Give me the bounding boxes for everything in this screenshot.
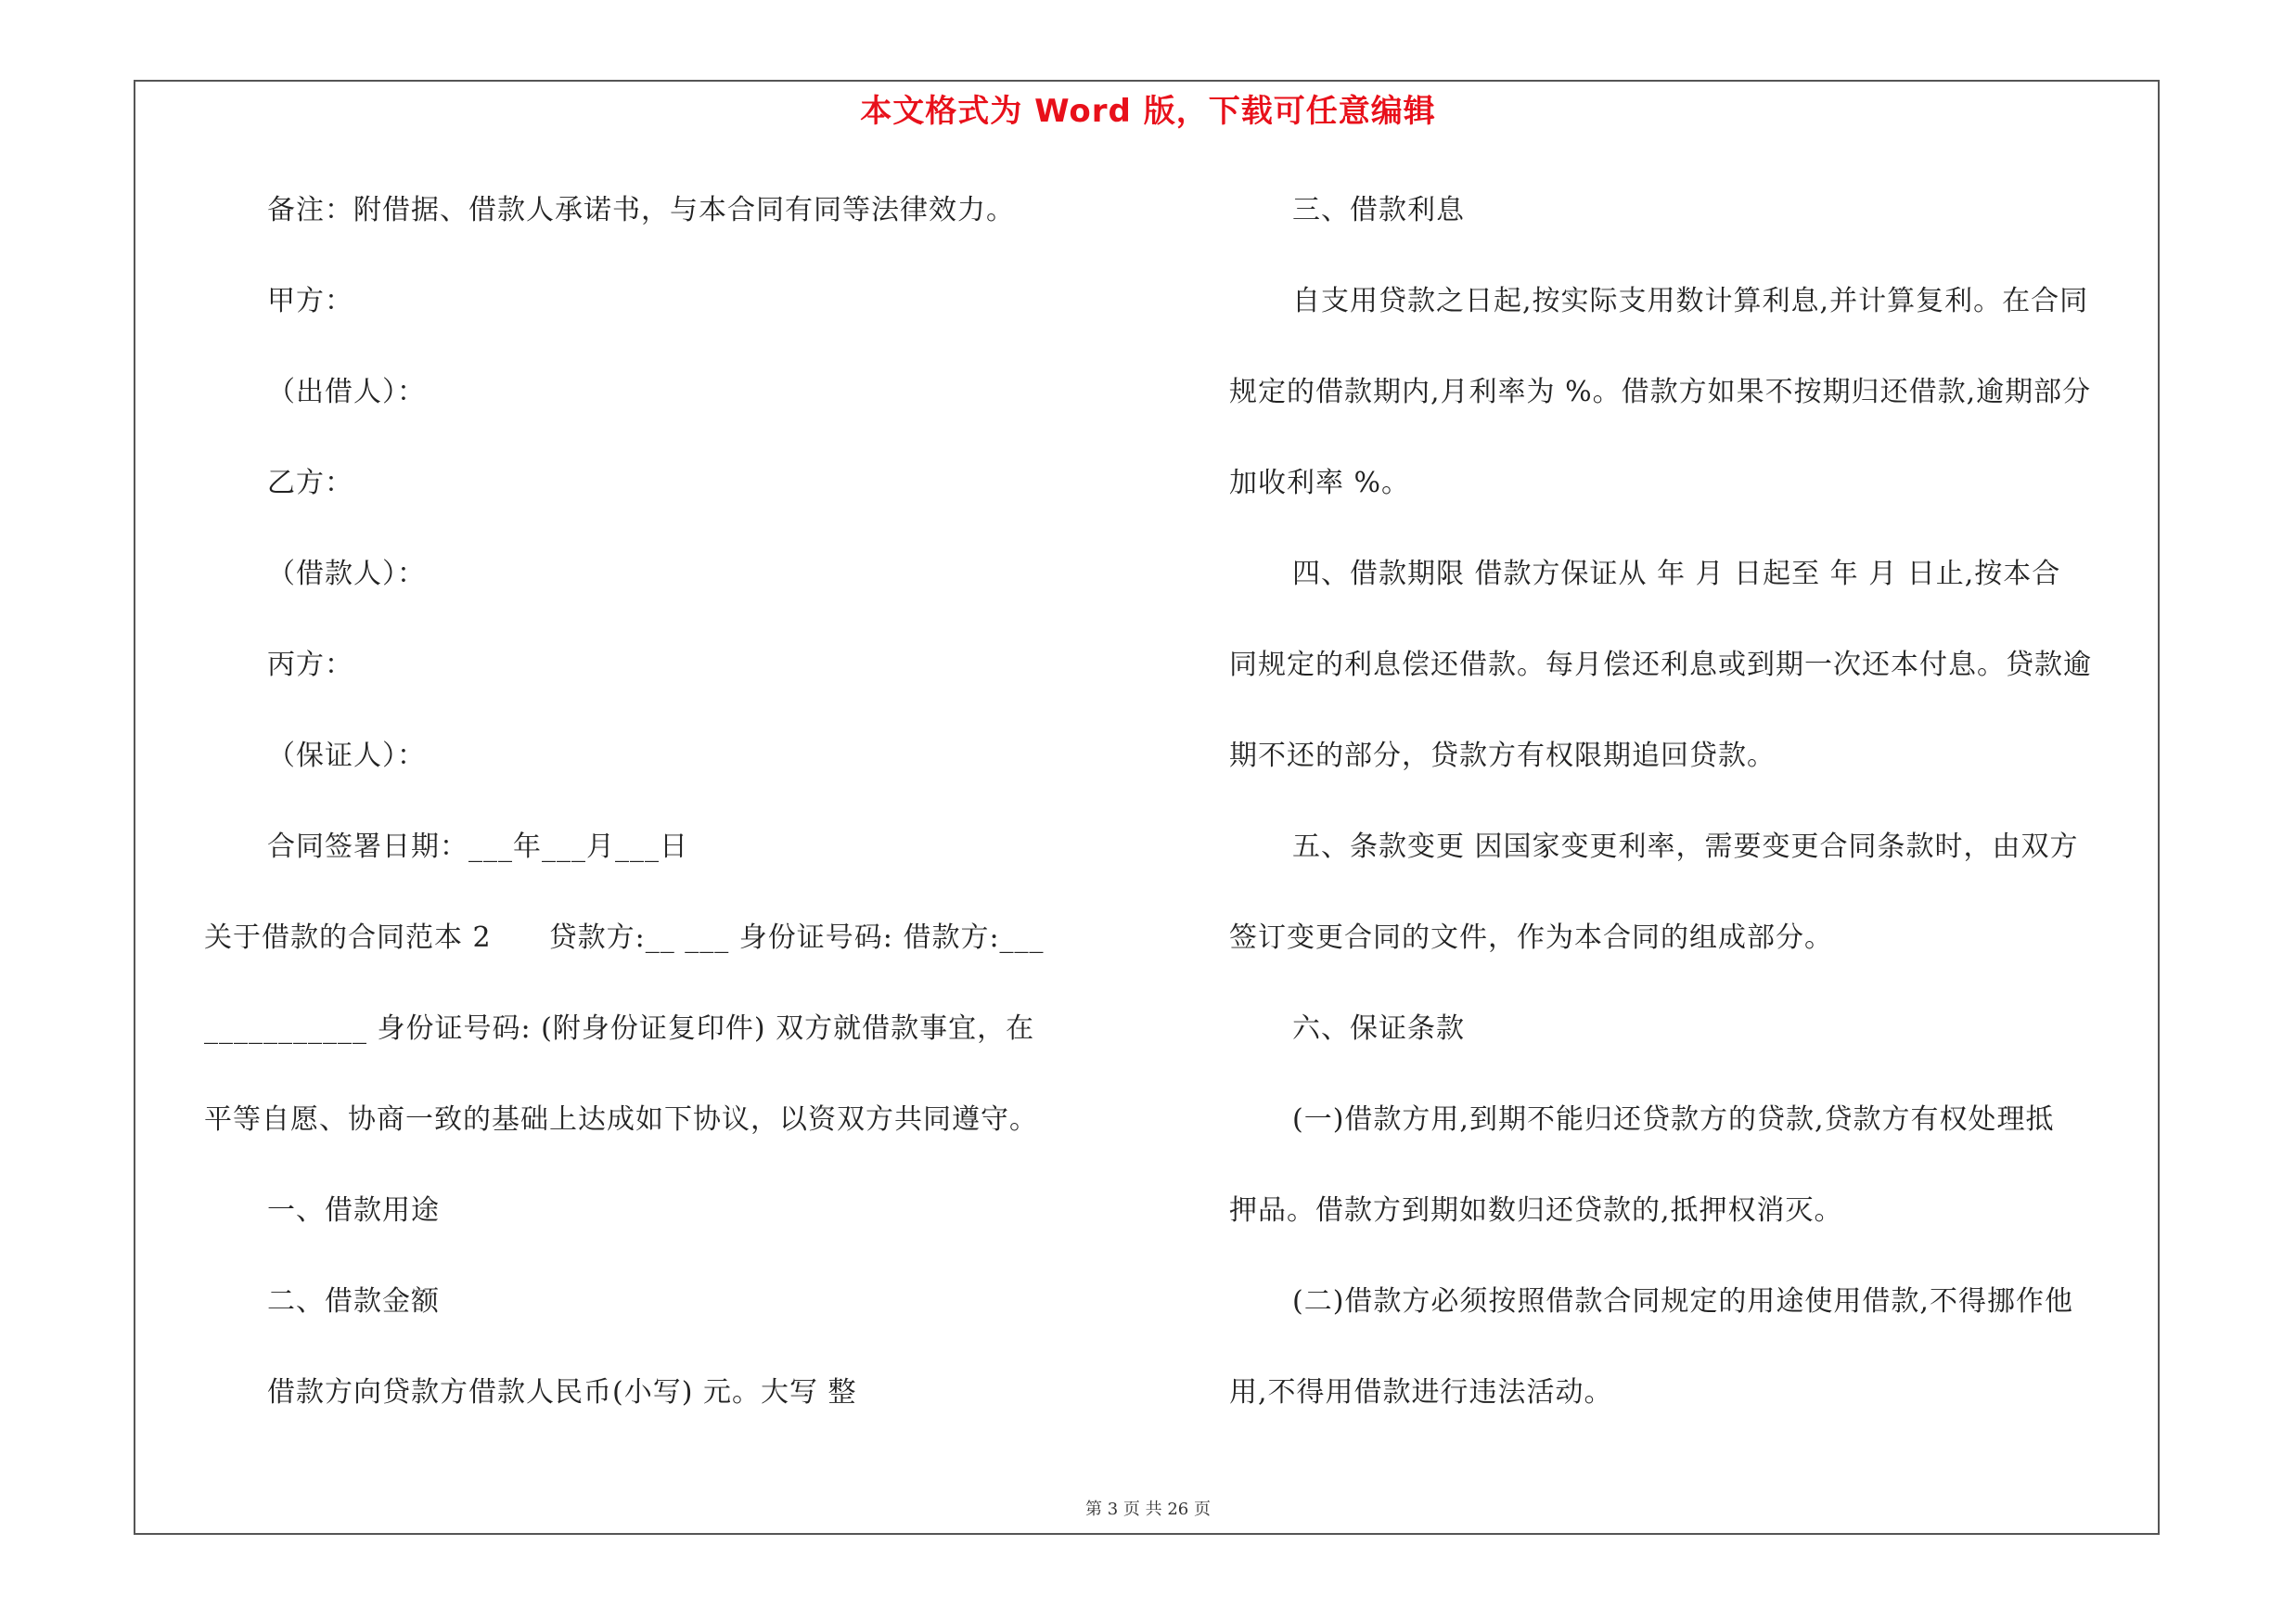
paragraph: 四、借款期限 借款方保证从 年 月 日起至 年 月 日止,按本合 <box>1292 558 2061 590</box>
section-heading: 三、借款利息 <box>1292 194 1465 226</box>
word-format-banner: 本文格式为 Word 版，下载可任意编辑 <box>860 93 1436 130</box>
paragraph: 自支用贷款之日起,按实际支用数计算利息,并计算复利。在合同 <box>1292 285 2089 317</box>
paragraph: （保证人）： <box>267 740 426 772</box>
paragraph: 签订变更合同的文件，作为本合同的组成部分。 <box>1229 921 1833 954</box>
paragraph: 规定的借款期内,月利率为 %。借款方如果不按期归还借款,逾期部分 <box>1229 376 2092 408</box>
paragraph: 平等自愿、协商一致的基础上达成如下协议，以资双方共同遵守。 <box>204 1103 1038 1136</box>
right-column <box>1229 182 2157 1455</box>
paragraph: ___________ 身份证号码: (附身份证复印件) 双方就借款事宜，在 <box>204 1012 1035 1045</box>
paragraph: 合同签署日期：___年___月___日 <box>267 831 688 863</box>
section-heading: 二、借款金额 <box>267 1285 440 1318</box>
paragraph: (二)借款方必须按照借款合同规定的用途使用借款,不得挪作他 <box>1292 1285 2073 1318</box>
paragraph: （借款人）： <box>267 558 426 590</box>
section-heading: 一、借款用途 <box>267 1194 440 1227</box>
paragraph: 甲方： <box>267 285 353 317</box>
paragraph: （出借人）： <box>267 376 426 408</box>
paragraph: 备注：附借据、借款人承诺书，与本合同有同等法律效力。 <box>267 194 1015 226</box>
paragraph: (一)借款方用,到期不能归还贷款方的贷款,贷款方有权处理抵 <box>1292 1103 2055 1136</box>
paragraph: 押品。借款方到期如数归还贷款的,抵押权消灭。 <box>1229 1194 1843 1227</box>
paragraph: 借款方向贷款方借款人民币(小写) 元。大写 整 <box>267 1376 857 1409</box>
left-column <box>204 182 1141 1455</box>
paragraph: 期不还的部分，贷款方有权限期追回贷款。 <box>1229 740 1776 772</box>
paragraph: 乙方： <box>267 467 353 499</box>
paragraph: 加收利率 %。 <box>1229 467 1411 499</box>
paragraph: 关于借款的合同范本 2 贷款方:__ ___ 身份证号码: 借款方:___ <box>204 921 1045 954</box>
paragraph: 五、条款变更 因国家变更利率，需要变更合同条款时，由双方 <box>1292 831 2079 863</box>
paragraph: 用,不得用借款进行违法活动。 <box>1229 1376 1613 1409</box>
paragraph: 同规定的利息偿还借款。每月偿还利息或到期一次还本付息。贷款逾 <box>1229 649 2092 681</box>
paragraph: 丙方： <box>267 649 353 681</box>
page-number: 第 3 页 共 26 页 <box>1085 1500 1211 1519</box>
section-heading: 六、保证条款 <box>1292 1012 1465 1045</box>
